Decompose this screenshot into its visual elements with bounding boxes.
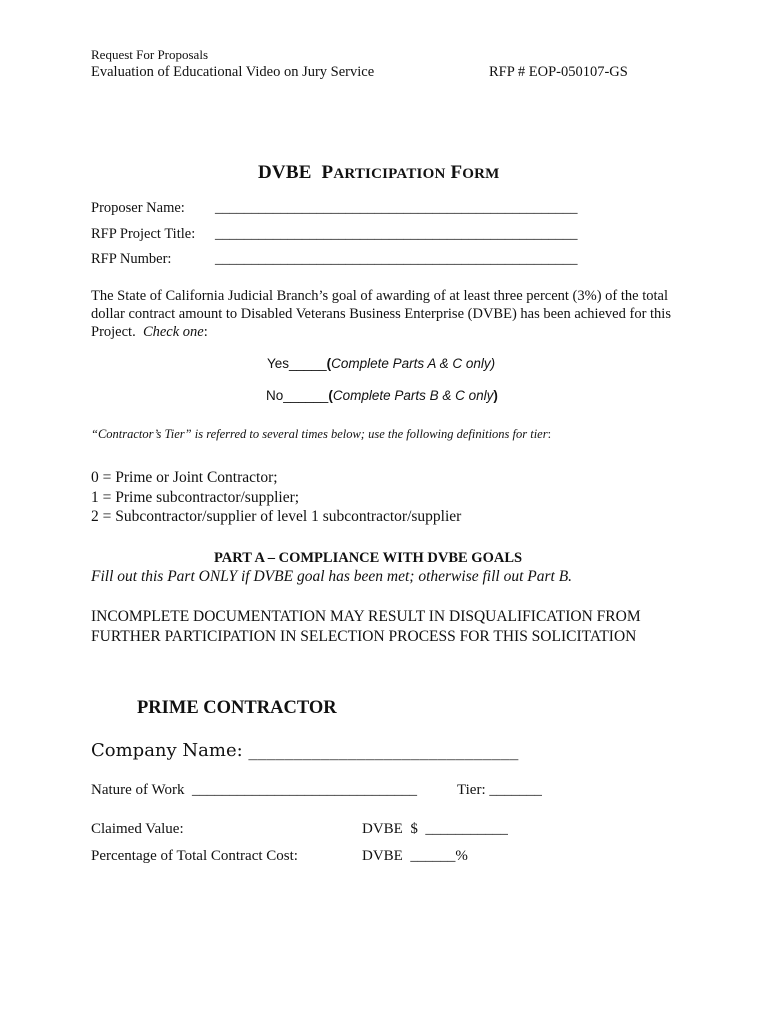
percentage-label: Percentage of Total Contract Cost: [91, 848, 298, 864]
yes-option[interactable]: Yes_____(Complete Parts A & C only) [267, 356, 496, 371]
yes-blank[interactable]: _____ [289, 356, 327, 371]
tier-label: Tier: [457, 782, 486, 798]
header-project-title: Evaluation of Educational Video on Jury Service [91, 64, 375, 80]
rfp-project-title-field[interactable]: __________________________________________________ [215, 226, 578, 242]
form-title: DVBE PARTICIPATION FORM [258, 162, 500, 183]
no-blank[interactable]: ______ [283, 388, 329, 403]
nature-of-work-label: Nature of Work [91, 782, 185, 798]
no-option[interactable]: No______(Complete Parts B & C only) [266, 388, 498, 403]
percentage-field[interactable]: ______ [410, 848, 456, 864]
tier-item-0: 0 = Prime or Joint Contractor; [91, 469, 278, 486]
prime-contractor-heading: PRIME CONTRACTOR [137, 698, 337, 718]
percentage-row: DVBE ______% [362, 848, 468, 864]
title-dvbe: DVBE [258, 162, 312, 183]
nature-of-work-row [91, 782, 417, 799]
tier-definition-note: “Contractor’s Tier” is referred to several times below; use the following definitions for tier: [91, 427, 552, 441]
rfp-number-label: RFP Number: [91, 251, 172, 267]
part-a-instruction: Fill out this Part ONLY if DVBE goal has been met; otherwise fill out Part B. [91, 568, 573, 585]
tier-item-1: 1 = Prime subcontractor/supplier; [91, 488, 300, 506]
header-rfp-label: Request For Proposals [91, 47, 208, 62]
header-rfp-number: RFP # EOP-050107-GS [489, 64, 628, 80]
claimed-value-row: DVBE $ ___________ [362, 821, 508, 837]
part-a-heading: PART A – COMPLIANCE WITH DVBE GOALS [214, 550, 523, 566]
yes-note: Complete Parts A & C only [331, 356, 491, 371]
no-note: Complete Parts B & C only [332, 388, 494, 403]
rfp-number-field[interactable]: __________________________________________________ [215, 251, 578, 267]
check-one-label: Check one [142, 324, 204, 340]
claimed-value-field[interactable]: ___________ [425, 821, 508, 837]
part-a-warning: INCOMPLETE DOCUMENTATION MAY RESULT IN DISQUALIFICATION FROM FURTHER PARTICIPATION IN SELECTION PROCESS FOR THIS SOLICITATION [91, 608, 641, 645]
tier-row [457, 782, 542, 799]
tier-field[interactable]: _______ [489, 782, 542, 798]
intro-paragraph: The State of California Judicial Branch’s goal of awarding of at least three percent (3%) of the total dollar contract amount to Disabled Veterans Business Enterprise (DVBE) has been achieved for this Project. Check one: [91, 288, 671, 340]
company-name-row [91, 740, 518, 761]
proposer-name-label: Proposer Name: [91, 200, 185, 216]
proposer-name-field[interactable]: __________________________________________________ [215, 200, 578, 216]
claimed-value-label: Claimed Value: [91, 821, 184, 837]
tier-list [91, 468, 461, 527]
company-name-label: Company Name: [91, 740, 243, 761]
company-name-field[interactable]: ______________________________ [248, 740, 519, 761]
rfp-project-title-label: RFP Project Title: [91, 226, 196, 242]
tier-item-2: 2 = Subcontractor/supplier of level 1 subcontractor/supplier [91, 508, 462, 525]
nature-of-work-field[interactable]: ______________________________ [192, 782, 417, 798]
